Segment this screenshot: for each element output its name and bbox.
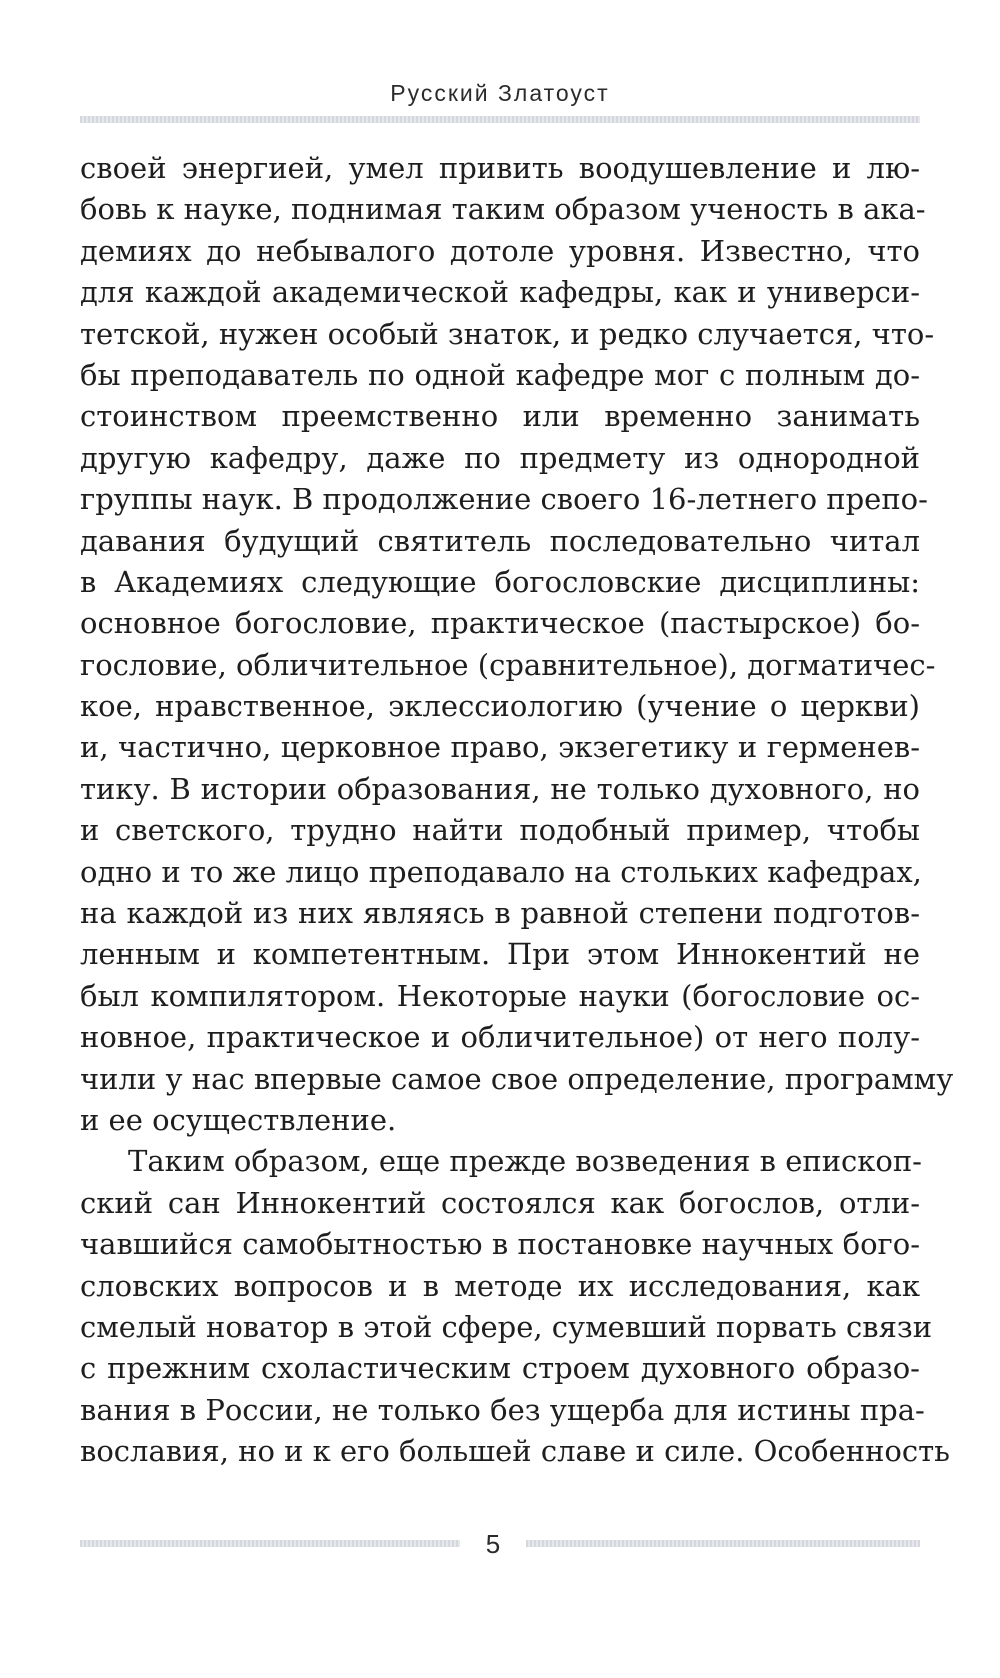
text-line: другую кафедру, даже по предмету из однородной xyxy=(80,440,920,475)
text-line: ский сан Иннокентий состоялся как богослов, отли- xyxy=(80,1185,920,1220)
text-line: тику. В истории образования, не только духовного, но xyxy=(80,771,920,806)
text-line: для каждой академической кафедры, как и универси- xyxy=(80,275,920,310)
text-line: тетской, нужен особый знаток, и редко случается, что- xyxy=(80,316,935,351)
text-line: смелый новатор в этой сфере, сумевший порвать связи xyxy=(80,1309,933,1344)
text-line: демиях до небывалого дотоле уровня. Известно, что xyxy=(80,233,920,268)
text-line: с прежним схоластическим строем духовного образо- xyxy=(80,1351,920,1386)
footer-rule-left xyxy=(80,1540,460,1547)
body-text xyxy=(80,148,954,1473)
text-line: своей энергией, умел привить воодушевление и лю- xyxy=(80,151,920,185)
text-line: и, частично, церковное право, экзегетику и герменев- xyxy=(80,730,920,765)
text-line: стоинством преемственно или временно занимать xyxy=(80,399,920,434)
text-line: группы наук. В продолжение своего 16-летнего препо- xyxy=(80,482,928,517)
text-line: давания будущий святитель последовательно читал xyxy=(80,523,920,558)
text-line: словских вопросов и в методе их исследования, как xyxy=(80,1268,920,1303)
text-line: вания в России, не только без ущерба для истины пра- xyxy=(80,1392,925,1427)
text-line: был компилятором. Некоторые науки (богословие ос- xyxy=(80,978,920,1013)
page-footer xyxy=(80,1524,920,1564)
footer-rule-right xyxy=(526,1540,920,1547)
text-line: бы преподаватель по одной кафедре мог с полным до- xyxy=(80,357,920,392)
text-line: на каждой из них являясь в равной степени подготов- xyxy=(80,896,920,931)
text-line: чавшийся самобытностью в постановке научных бого- xyxy=(80,1227,920,1262)
text-line: чили у нас впервые самое свое определение, программу xyxy=(80,1061,954,1096)
text-line: Таким образом, еще прежде возведения в епископ- xyxy=(128,1144,922,1179)
text-line: и светского, трудно найти подобный пример, чтобы xyxy=(80,813,920,848)
text-line: ленным и компетентным. При этом Иннокентий не xyxy=(80,937,920,972)
text-line: новное, практическое и обличительное) от него полу- xyxy=(80,1020,920,1055)
text-line: одно и то же лицо преподавало на стольких кафедрах, xyxy=(80,854,922,889)
page-number: 5 xyxy=(485,1529,501,1559)
running-head-title: Русский Златоуст xyxy=(390,80,610,106)
text-line: кое, нравственное, эклессиологию (учение о церкви) xyxy=(80,689,920,724)
header-rule xyxy=(80,116,920,123)
text-line: гословие, обличительное (сравнительное), догматичес- xyxy=(80,647,936,682)
paragraph xyxy=(80,1141,950,1472)
text-line: вославия, но и к его большей славе и силе. Особенность xyxy=(80,1434,950,1469)
text-line: и ее осуществление. xyxy=(80,1102,397,1137)
text-line: бовь к науке, поднимая таким образом ученость в ака- xyxy=(80,192,926,227)
paragraph xyxy=(80,148,954,1141)
text-line: основное богословие, практическое (пастырское) бо- xyxy=(80,606,920,641)
text-line: в Академиях следующие богословские дисциплины: xyxy=(80,564,920,599)
